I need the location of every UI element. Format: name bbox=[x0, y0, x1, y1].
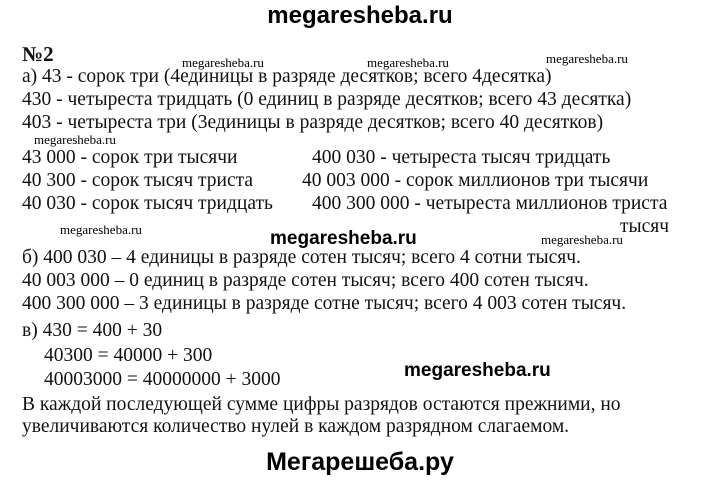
watermark-small: megaresheba.ru bbox=[367, 55, 449, 70]
section-a-left-2: 40 300 - сорок тысяч триста bbox=[22, 170, 254, 191]
watermark-big: megaresheba.ru bbox=[404, 360, 551, 381]
task-number: №2 bbox=[22, 42, 54, 66]
watermark-small: megaresheba.ru bbox=[182, 55, 264, 70]
section-c-line-2: 40300 = 40000 + 300 bbox=[44, 345, 213, 366]
conclusion-line-1: В каждой последующей сумме цифры разрядов остаются прежними, но bbox=[22, 394, 621, 415]
section-a-right-wrap: тысяч bbox=[620, 216, 670, 237]
site-header: megaresheba.ru bbox=[267, 2, 453, 29]
section-a-right-3: 400 300 000 - четыреста миллионов триста bbox=[312, 193, 668, 214]
section-a-line-2: 430 - четыреста тридцать (0 единиц в разряде десятков; всего 43 десятка) bbox=[22, 89, 632, 110]
section-b-line-3: 400 300 000 – 3 единицы в разряде сотне тысяч; всего 4 003 сотен тысяч. bbox=[22, 293, 627, 314]
watermark-small: megaresheba.ru bbox=[34, 132, 116, 147]
watermark-big: megaresheba.ru bbox=[270, 228, 417, 249]
section-a-line-3: 403 - четыреста три (3единицы в разряде десятков; всего 40 десятков) bbox=[22, 112, 604, 133]
section-a-left-3: 40 030 - сорок тысяч тридцать bbox=[22, 193, 273, 214]
section-c-line-1: в) 430 = 400 + 30 bbox=[22, 320, 163, 341]
section-a-right-2: 40 003 000 - сорок миллионов три тысячи bbox=[302, 170, 649, 191]
section-b-line-2: 40 003 000 – 0 единиц в разряде сотен тысяч; всего 400 сотен тысяч. bbox=[22, 270, 589, 291]
conclusion-line-2: увеличиваются количество нулей в каждом разрядном слагаемом. bbox=[22, 416, 570, 437]
section-c-line-3: 40003000 = 40000000 + 3000 bbox=[44, 369, 281, 390]
section-a-line-1: а) 43 - сорок три (4единицы в разряде десятков; всего 4десятка) bbox=[22, 66, 552, 87]
site-footer: Мегарешеба.ру bbox=[266, 448, 454, 476]
section-a-left-1: 43 000 - сорок три тысячи bbox=[22, 147, 238, 168]
watermark-small: megaresheba.ru bbox=[60, 222, 142, 237]
watermark-small: megaresheba.ru bbox=[546, 51, 628, 66]
section-b-line-1: б) 400 030 – 4 единицы в разряде сотен тысяч; всего 4 сотни тысяч. bbox=[22, 247, 581, 268]
watermark-small: megaresheba.ru bbox=[541, 232, 623, 247]
section-a-right-1: 400 030 - четыреста тысяч тридцать bbox=[312, 147, 611, 168]
